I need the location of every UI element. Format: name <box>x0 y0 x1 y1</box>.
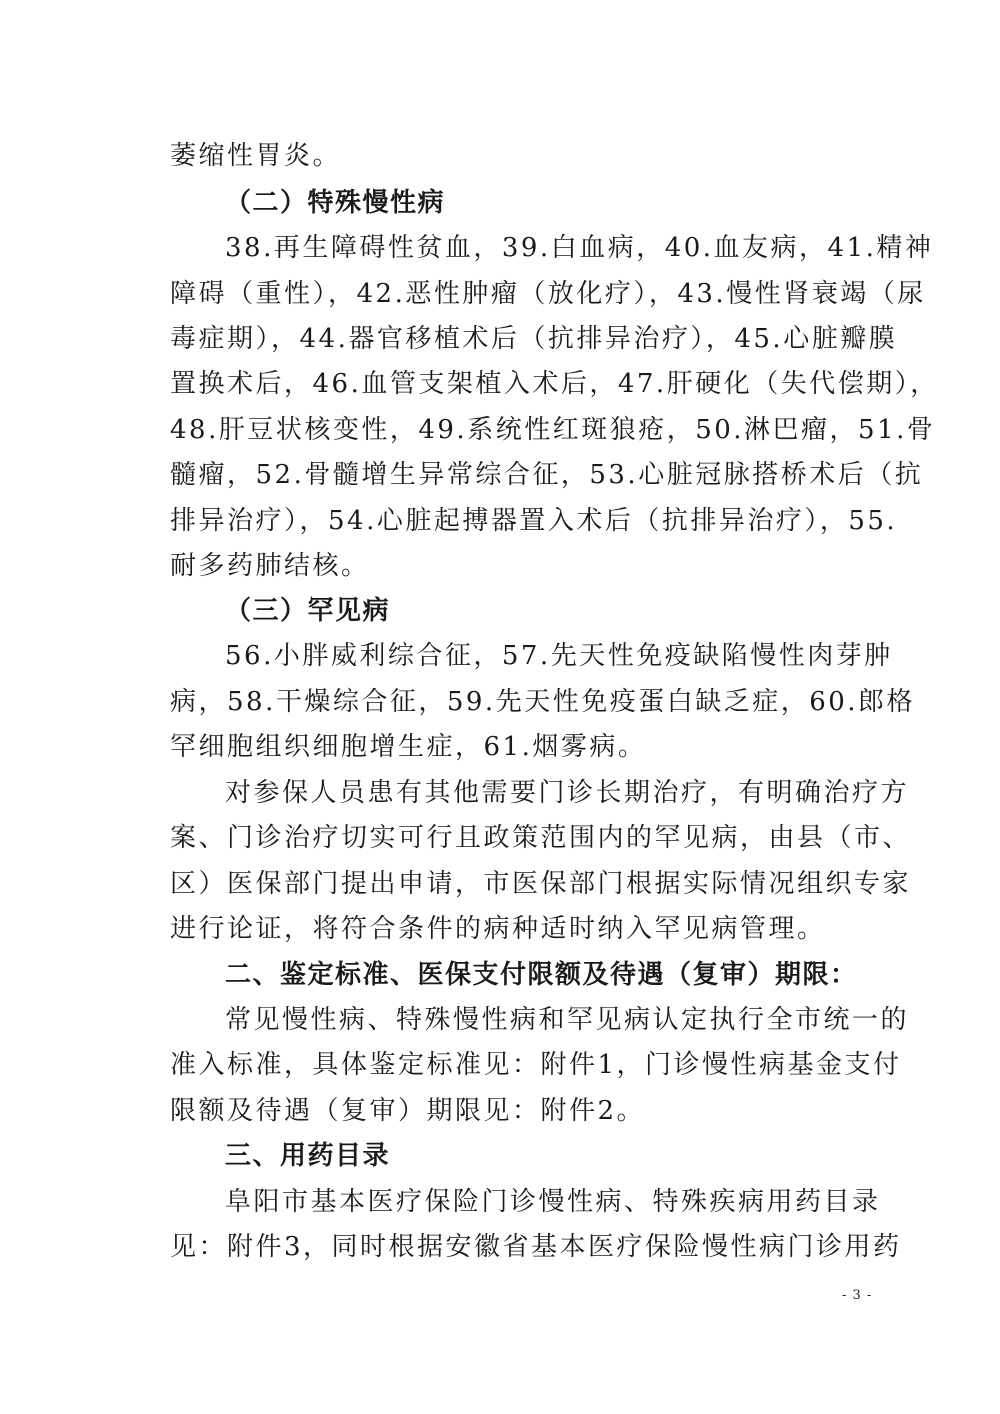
section-heading-rare-disease: （三）罕见病 <box>225 596 391 626</box>
paragraph-line: 56.小胖威利综合征，57.先天性免疫缺陷慢性肉芽肿 <box>225 641 893 671</box>
section-heading-drug-catalog: 三、用药目录 <box>225 1141 391 1171</box>
paragraph-line: 限额及待遇（复审）期限见：附件2。 <box>170 1096 646 1126</box>
paragraph-line: 髓瘤，52.骨髓增生异常综合征，53.心脏冠脉搭桥术后（抗 <box>170 460 924 490</box>
paragraph-line: 耐多药肺结核。 <box>170 551 370 581</box>
paragraph-line: 见：附件3，同时根据安徽省基本医疗保险慢性病门诊用药 <box>170 1232 902 1262</box>
paragraph-line: 准入标准，具体鉴定标准见：附件1，门诊慢性病基金支付 <box>170 1050 902 1080</box>
paragraph-line: 萎缩性胃炎。 <box>170 141 342 171</box>
paragraph-line: 障碍（重性），42.恶性肿瘤（放化疗），43.慢性肾衰竭（尿 <box>170 279 926 309</box>
paragraph-line: 罕细胞组织细胞增生症，61.烟雾病。 <box>170 732 647 762</box>
paragraph-line: 区）医保部门提出申请，市医保部门根据实际情况组织专家 <box>170 869 912 899</box>
paragraph-line: 置换术后，46.血管支架植入术后，47.肝硬化（失代偿期）， <box>170 369 939 399</box>
paragraph-line: 常见慢性病、特殊慢性病和罕见病认定执行全市统一的 <box>225 1005 910 1035</box>
paragraph-line: 病，58.干燥综合征，59.先天性免疫蛋白缺乏症，60.郎格 <box>170 687 916 717</box>
paragraph-line: 阜阳市基本医疗保险门诊慢性病、特殊疾病用药目录 <box>225 1187 881 1217</box>
paragraph-line: 案、门诊治疗切实可行且政策范围内的罕见病，由县（市、 <box>170 823 912 853</box>
page-number: - 3 - <box>842 1288 873 1303</box>
paragraph-line: 毒症期），44.器官移植术后（抗排异治疗），45.心脏瓣膜 <box>170 324 898 354</box>
paragraph-line: 对参保人员患有其他需要门诊长期治疗，有明确治疗方 <box>225 778 910 808</box>
section-heading-special-chronic: （二）特殊慢性病 <box>225 188 446 218</box>
paragraph-line: 48.肝豆状核变性，49.系统性红斑狼疮，50.淋巴瘤，51.骨 <box>170 415 936 445</box>
paragraph-line: 38.再生障碍性贫血，39.白血病，40.血友病，41.精神 <box>225 233 934 263</box>
section-heading-standards: 二、鉴定标准、医保支付限额及待遇（复审）期限： <box>225 960 858 990</box>
paragraph-line: 排异治疗），54.心脏起搏器置入术后（抗排异治疗），55. <box>170 506 898 536</box>
paragraph-line: 进行论证，将符合条件的病种适时纳入罕见病管理。 <box>170 914 826 944</box>
